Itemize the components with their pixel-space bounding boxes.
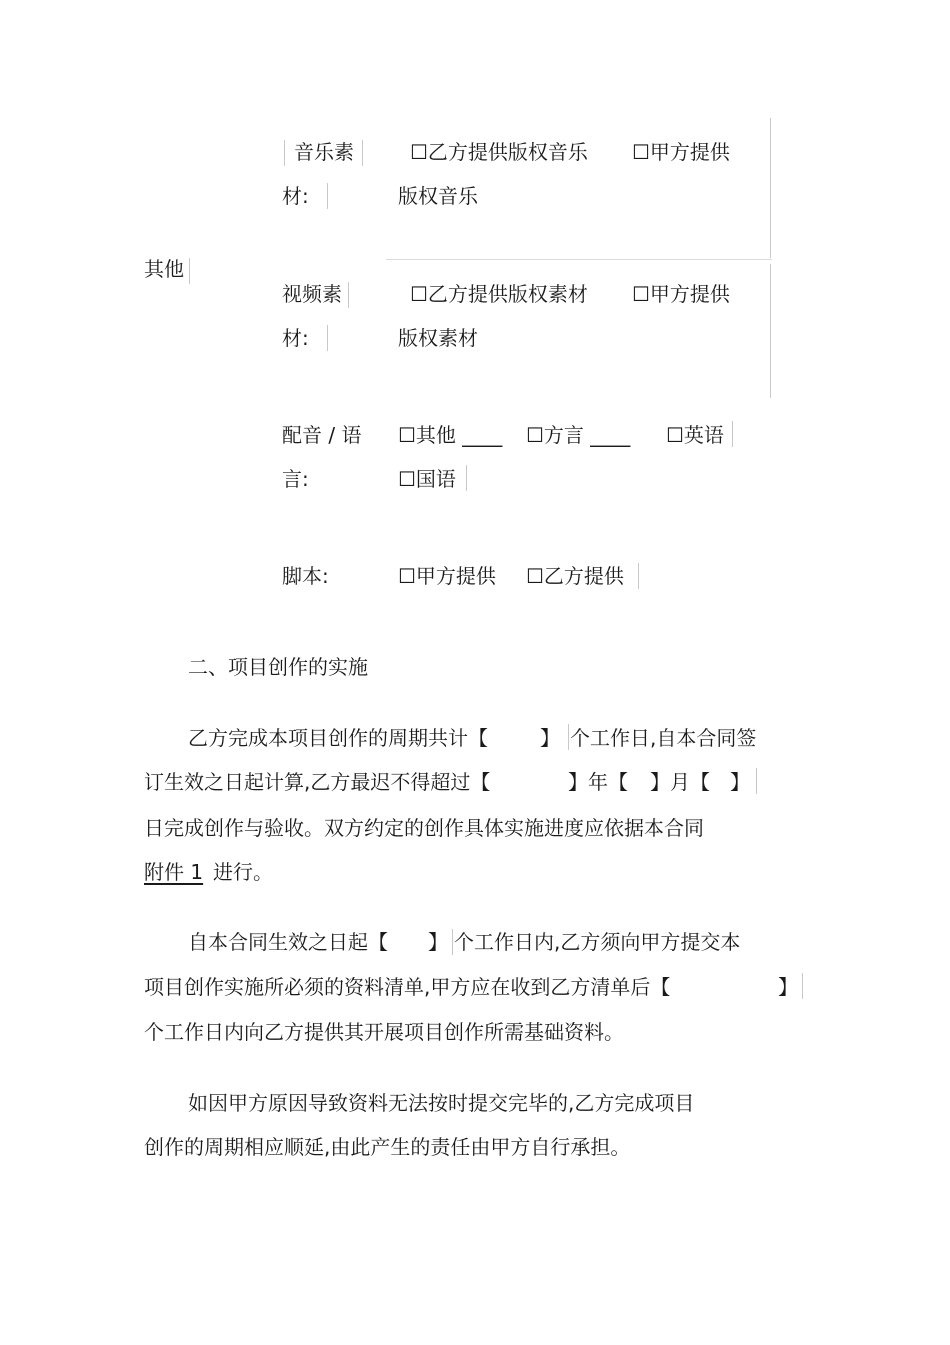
- table-divider: [638, 563, 639, 589]
- paragraph-text: 个工作日内向乙方提供其开展项目创作所需基础资料。: [144, 1020, 624, 1044]
- text-divider: [802, 973, 803, 999]
- table-divider: [189, 258, 190, 284]
- dubbing-label: 配音 / 语: [282, 423, 362, 447]
- video-label: 材:: [282, 326, 309, 350]
- checkbox-option[interactable]: ☐甲方提供: [398, 564, 496, 588]
- paragraph-text: 】年【: [568, 770, 628, 794]
- paragraph-text: 】: [428, 930, 448, 954]
- checkbox-option[interactable]: ☐英语: [666, 423, 724, 447]
- paragraph-text: 进行。: [213, 860, 273, 884]
- table-divider: [386, 259, 772, 260]
- table-divider: [327, 325, 328, 351]
- video-label: 视频素: [282, 282, 342, 306]
- script-label: 脚本:: [282, 564, 329, 588]
- paragraph-text: 个工作日内,乙方须向甲方提交本: [454, 930, 741, 954]
- checkbox-option-text: 版权素材: [398, 326, 478, 350]
- paragraph-text: 】: [730, 770, 750, 794]
- paragraph-text: 日完成创作与验收。双方约定的创作具体实施进度应依据本合同: [144, 816, 704, 840]
- table-divider: [284, 140, 285, 166]
- table-divider: [327, 183, 328, 209]
- text-divider: [452, 929, 453, 955]
- paragraph-text: 如因甲方原因导致资料无法按时提交完毕的,乙方完成项目: [188, 1091, 695, 1115]
- paragraph-text: 自本合同生效之日起【: [188, 930, 388, 954]
- checkbox-option[interactable]: ☐甲方提供: [632, 282, 730, 306]
- checkbox-option[interactable]: ☐乙方提供版权音乐: [410, 140, 588, 164]
- text-divider: [568, 724, 569, 750]
- music-label: 音乐素: [294, 140, 354, 164]
- table-divider: [362, 140, 363, 166]
- dubbing-label: 言:: [282, 467, 309, 491]
- attachment-link[interactable]: 附件 1: [144, 860, 204, 884]
- paragraph-text: 创作的周期相应顺延,由此产生的责任由甲方自行承担。: [144, 1135, 631, 1159]
- checkbox-option[interactable]: ☐乙方提供: [526, 564, 624, 588]
- checkbox-option[interactable]: ☐国语: [398, 467, 456, 491]
- music-label: 材:: [282, 184, 309, 208]
- paragraph-text: 】: [778, 975, 798, 999]
- paragraph-text: 个工作日,自本合同签: [570, 726, 757, 750]
- paragraph-text: 项目创作实施所必须的资料清单,甲方应在收到乙方清单后【: [144, 975, 671, 999]
- table-divider: [770, 118, 771, 258]
- checkbox-option[interactable]: ☐甲方提供: [632, 140, 730, 164]
- category-label: 其他: [144, 257, 184, 281]
- table-divider: [770, 264, 771, 398]
- text-divider: [756, 768, 757, 794]
- checkbox-option[interactable]: ☐方言 ____: [526, 423, 631, 447]
- table-divider: [348, 282, 349, 308]
- paragraph-text: 】: [540, 726, 560, 750]
- checkbox-option[interactable]: ☐乙方提供版权素材: [410, 282, 588, 306]
- paragraph-text: 乙方完成本项目创作的周期共计【: [188, 726, 488, 750]
- checkbox-option-text: 版权音乐: [398, 184, 478, 208]
- checkbox-option[interactable]: ☐其他 ____: [398, 423, 503, 447]
- paragraph-text: 】月【: [650, 770, 710, 794]
- paragraph-text: 订生效之日起计算,乙方最迟不得超过【: [144, 770, 491, 794]
- table-divider: [732, 421, 733, 447]
- section-heading: 二、项目创作的实施: [188, 655, 368, 679]
- table-divider: [466, 465, 467, 491]
